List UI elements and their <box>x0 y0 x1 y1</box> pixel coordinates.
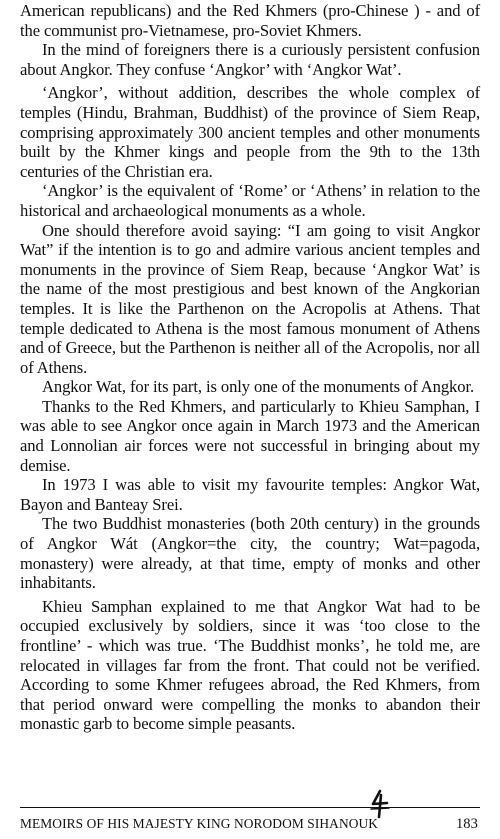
footer-rule <box>20 807 480 808</box>
paragraph: ‘Angkor’ is the equivalent of ‘Rome’ or ‘Athens’ in relation to the historical and archaeological monuments as a whole. <box>20 181 480 220</box>
body-text <box>20 1 480 734</box>
book-page <box>20 0 480 839</box>
paragraph: One should therefore avoid saying: “I am going to visit Angkor Wat” if the intention is to go and admire various ancient temples and monuments in the province of Siem Reap, because ‘Angkor Wat’ is the name of the most prestigious and best known of the Angkorian temples. It is like the Parthenon on the Acropolis at Athens. That temple dedicated to Athena is the most famous monument of Athens and of Greece, but the Parthenon is neither all of the Acropolis, nor all of Athens. <box>20 220 480 377</box>
paragraph: The two Buddhist monasteries (both 20th century) in the grounds of Angkor Wát (Angkor=the city, the country; Wat=pagoda, monastery) were already, at that time, empty of monks and other inhabitants. <box>20 514 480 593</box>
page-number: 183 <box>455 816 478 832</box>
paragraph-continued: American republicans) and the Red Khmers (pro-Chinese ) - and of the communist pro-Vietnamese, pro-Soviet Khmers. <box>20 1 480 40</box>
paragraph: Khieu Samphan explained to me that Angkor Wat had to be occupied exclusively by soldiers, since it was ‘too close to the frontline’ - which was true. ‘The Buddhist monks’, he told me, are relocated in villages far from the front. That could not be verified. According to some Khmer refugees abroad, the Red Khmers, from that period onward were compelling the monks to abandon their monastic garb to become simple peasants. <box>20 596 480 734</box>
handwritten-mark <box>364 789 392 819</box>
paragraph: Thanks to the Red Khmers, and particularly to Khieu Samphan, I was able to see Angkor once again in March 1973 and the American and Lonnolian air forces were not successful in bringing about my demise. <box>20 396 480 475</box>
paragraph: In 1973 I was able to visit my favourite temples: Angkor Wat, Bayon and Banteay Srei. <box>20 475 480 514</box>
paragraph: Angkor Wat, for its part, is only one of the monuments of Angkor. <box>42 377 475 397</box>
paragraph: In the mind of foreigners there is a curiously persistent confusion about Angkor. They confuse ‘Angkor’ with ‘Angkor Wat’. <box>20 40 480 79</box>
paragraph: ‘Angkor’, without addition, describes the whole complex of temples (Hindu, Brahman, Buddhist) of the province of Siem Reap, comprising approximately 300 ancient temples and other monuments built by the Khmer kings and people from the 9th to the 13th centuries of the Christian era. <box>20 83 480 181</box>
running-head: MEMOIRS OF HIS MAJESTY KING NORODOM SIHANOUK <box>20 816 379 831</box>
